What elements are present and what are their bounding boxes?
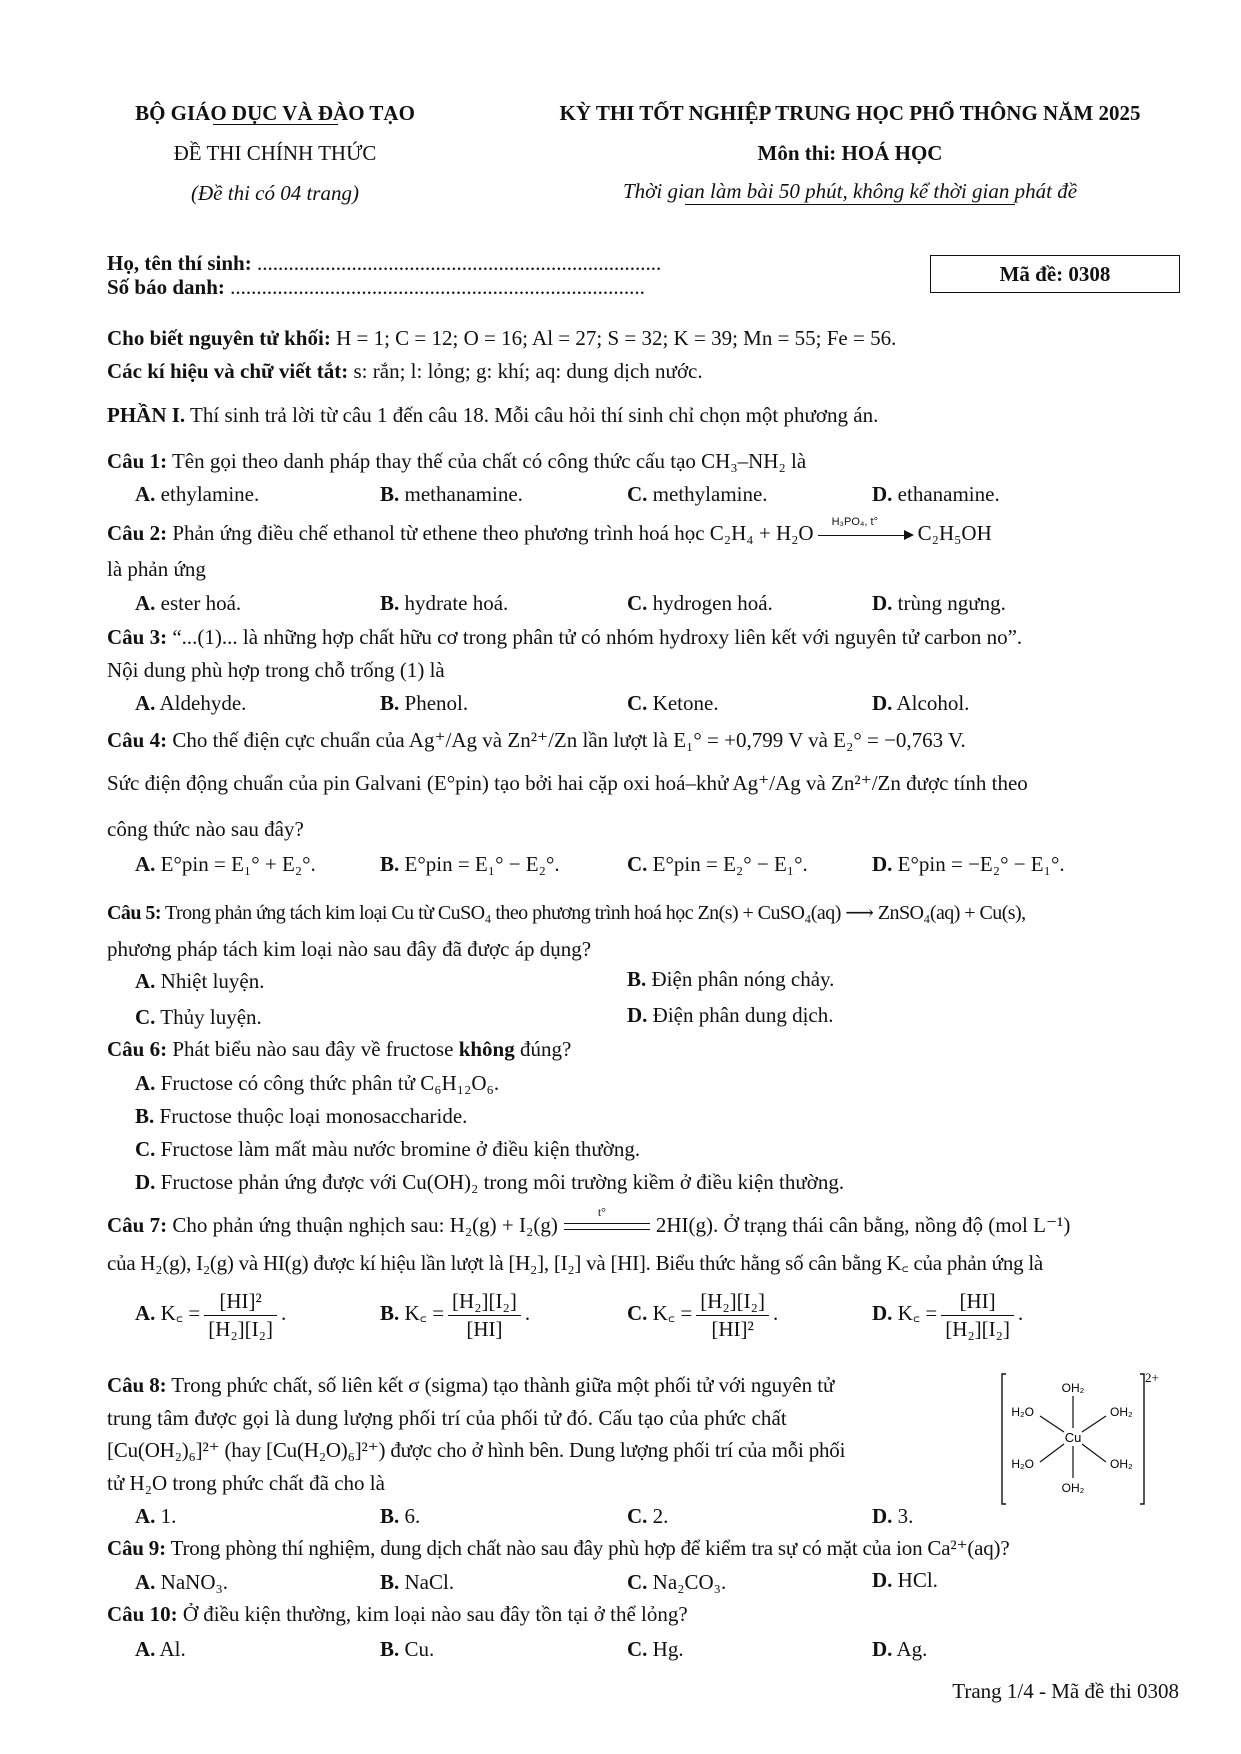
q1-text: Tên gọi theo danh pháp thay thế của chất có công thức cấu tạo CH₃–NH₂ là (171, 449, 807, 473)
q7-text2: của H₂(g), I₂(g) và HI(g) được kí hiệu lần lượt là [H₂], [I₂] và [HI]. Biểu thức hằng số cân bằng K꜀ của phản ứng là (107, 1251, 1043, 1275)
q3-option-c[interactable]: C. Ketone. (627, 691, 719, 715)
question-3 (107, 624, 1191, 651)
q3-text1: “...(1)... là những hợp chất hữu cơ trong phân tử có nhóm hydroxy liên kết với nguyên tử carbon no”. (172, 625, 1023, 649)
subject: Môn thi: HOÁ HỌC (757, 141, 943, 165)
q5-option-c[interactable]: C. Thủy luyện. (135, 1005, 262, 1029)
q3-label: Câu 3: (107, 625, 168, 649)
q6-option-d[interactable]: D. Fructose phản ứng được với Cu(OH)₂ trong môi trường kiềm ở điều kiện thường. (135, 1170, 845, 1194)
ligand-right-bottom: OH₂ (1110, 1457, 1133, 1471)
ligand-top: OH₂ (1061, 1381, 1085, 1395)
part1-label: PHẦN I. (107, 403, 186, 427)
q3-option-a[interactable]: A. Aldehyde. (135, 691, 247, 715)
bond-right-top (1082, 1416, 1106, 1432)
center-atom: Cu (1064, 1430, 1082, 1445)
q9-option-a[interactable]: A. NaNO₃. (135, 1570, 229, 1594)
q9-option-c[interactable]: C. Na₂CO₃. (627, 1570, 727, 1594)
q3-option-b[interactable]: B. Phenol. (380, 691, 469, 715)
bond-right-bottom (1082, 1444, 1106, 1462)
q10-text: Ở điều kiện thường, kim loại nào sau đây tồn tại ở thể lỏng? (182, 1602, 688, 1626)
q8-text2: trung tâm được gọi là dung lượng phối trí của phối tử đó. Cấu tạo của phức chất (107, 1406, 787, 1430)
q7-option-b[interactable]: B. K꜀ = $\frac{\text{[H₂][I₂]}}{[HI]}$ . (380, 1289, 531, 1341)
q6-label: Câu 6: (107, 1037, 168, 1061)
complex-charge: 2+ (1145, 1370, 1159, 1385)
q2-text3: là phản ứng (107, 557, 206, 581)
part1-instruction (107, 402, 1191, 429)
ligand-left-top: H₂O (1011, 1405, 1034, 1419)
q6-text-post: đúng? (514, 1037, 572, 1061)
question-8 (107, 1372, 991, 1399)
q1-option-d[interactable]: D. ethanamine. (872, 482, 1000, 506)
page-footer: Trang 1/4 - Mã đề thi 0308 (952, 1679, 1179, 1703)
question-6 (107, 1036, 1191, 1063)
q6-option-b[interactable]: B. Fructose thuộc loại monosaccharide. (135, 1104, 468, 1128)
q4-text3: công thức nào sau đây? (107, 817, 304, 841)
ligand-bottom: OH₂ (1061, 1481, 1085, 1495)
q6-text-pre: Phát biểu nào sau đây về fructose (172, 1037, 459, 1061)
candidate-name-dots: ............................................................................. (256, 251, 662, 275)
q1-option-a[interactable]: A. ethylamine. (135, 482, 260, 506)
candidate-id-dots: ............................................................................... (230, 275, 645, 299)
cu-complex-diagram (1000, 1370, 1160, 1510)
q8-text1: Trong phức chất, số liên kết σ (sigma) tạo thành giữa một phối tử với nguyên tử (171, 1373, 835, 1397)
q7-option-d[interactable]: D. K꜀ = $\frac{[HI]}{\text{[H₂][I₂]}}$ . (872, 1289, 1024, 1341)
q2-option-b[interactable]: B. hydrate hoá. (380, 591, 509, 615)
time-divider (685, 204, 1015, 205)
candidate-id-label: Số báo danh: (107, 275, 225, 299)
q2-text1: Phản ứng điều chế ethanol từ ethene theo phương trình hoá học C₂H₄ + H₂O (172, 521, 814, 545)
question-5 (107, 901, 1191, 927)
candidate-name-row (107, 250, 661, 277)
ligand-left-bottom: H₂O (1011, 1457, 1034, 1471)
q3-option-d[interactable]: D. Alcohol. (872, 691, 970, 715)
q7-option-c[interactable]: C. K꜀ = $\frac{\text{[H₂][I₂]}}{\text{[HI]²}}$ . (627, 1289, 779, 1341)
q2-option-d[interactable]: D. trùng ngưng. (872, 591, 1006, 615)
q2-option-c[interactable]: C. hydrogen hoá. (627, 591, 773, 615)
q8-text3: [Cu(OH₂)₆]²⁺ (hay [Cu(H₂O)₆]²⁺) được cho ở hình bên. Dung lượng phối trí của mỗi phối (107, 1438, 846, 1462)
question-2 (107, 516, 1191, 547)
bond-left-top (1040, 1416, 1064, 1432)
q8-option-b[interactable]: B. 6. (380, 1504, 421, 1528)
q10-option-c[interactable]: C. Hg. (627, 1637, 684, 1661)
q8-option-c[interactable]: C. 2. (627, 1504, 669, 1528)
atomic-masses (107, 325, 1191, 352)
question-4 (107, 727, 1191, 754)
q7-text1b: 2HI(g). Ở trạng thái cân bằng, nồng độ (mol L⁻¹) (655, 1213, 1071, 1237)
q9-option-b[interactable]: B. NaCl. (380, 1570, 455, 1594)
q5-option-b[interactable]: B. Điện phân nóng chảy. (627, 967, 835, 991)
q6-option-a[interactable]: A. Fructose có công thức phân tử C₆H₁₂O₆. (135, 1071, 500, 1095)
q5-text2: phương pháp tách kim loại nào sau đây đã được áp dụng? (107, 937, 592, 961)
bond-left-bottom (1040, 1444, 1064, 1462)
q4-text1: Cho thế điện cực chuẩn của Ag⁺/Ag và Zn²⁺/Zn lần lượt là E₁° = +0,799 V và E₂° = −0,763 V. (172, 728, 966, 752)
q2-text2: C₂H₅OH (917, 521, 992, 545)
candidate-name-label: Họ, tên thí sinh: (107, 251, 252, 275)
abbrev-label: Các kí hiệu và chữ viết tắt: (107, 359, 349, 383)
q7-label: Câu 7: (107, 1213, 168, 1237)
q5-option-d[interactable]: D. Điện phân dung dịch. (627, 1003, 834, 1027)
exam-code-box: Mã đề: 0308 (930, 255, 1180, 293)
pages-note: (Đề thi có 04 trang) (191, 181, 359, 205)
q4-option-a[interactable]: A. E°pin = E₁° + E₂°. (135, 852, 316, 876)
q4-option-d[interactable]: D. E°pin = −E₂° − E₁°. (872, 852, 1065, 876)
q7-option-a[interactable]: A. K꜀ = $\frac{\text{[HI]²}}{\text{[H₂][I₂]}}$ . (135, 1289, 287, 1341)
question-7 (107, 1205, 1191, 1239)
q6-option-c[interactable]: C. Fructose làm mất màu nước bromine ở điều kiện thường. (135, 1137, 641, 1161)
ligand-right-top: OH₂ (1110, 1405, 1133, 1419)
q5-text1: Trong phản ứng tách kim loại Cu từ CuSO₄ theo phương trình hoá học Zn(s) + CuSO₄(aq) ⟶ ZnSO₄(aq) + Cu(s), (165, 902, 1026, 924)
left-bracket (1002, 1374, 1006, 1504)
exam-title: KỲ THI TỐT NGHIỆP TRUNG HỌC PHỔ THÔNG NĂM 2025 (559, 101, 1141, 125)
q4-text2: Sức điện động chuẩn của pin Galvani (E°pin) tạo bởi hai cặp oxi hoá–khử Ag⁺/Ag và Zn²⁺/Zn được tính theo (107, 771, 1028, 795)
q10-label: Câu 10: (107, 1602, 178, 1626)
q3-text2: Nội dung phù hợp trong chỗ trống (1) là (107, 658, 445, 682)
candidate-id-row (107, 274, 645, 301)
masses-label: Cho biết nguyên tử khối: (107, 326, 331, 350)
q4-option-c[interactable]: C. E°pin = E₂° − E₁°. (627, 852, 808, 876)
question-1 (107, 448, 1191, 475)
q2-option-a[interactable]: A. ester hoá. (135, 591, 242, 615)
ministry-title: BỘ GIÁO DỤC VÀ ĐÀO TẠO (135, 101, 415, 125)
right-bracket (1140, 1374, 1144, 1504)
q9-option-d[interactable]: D. HCl. (872, 1568, 938, 1592)
q6-text-bold: không (458, 1037, 515, 1061)
complex-structure-figure (1000, 1370, 1160, 1510)
q10-option-d[interactable]: D. Ag. (872, 1637, 928, 1661)
q4-label: Câu 4: (107, 728, 168, 752)
q10-option-b[interactable]: B. Cu. (380, 1637, 435, 1661)
abbrev-text: s: rắn; l: lỏng; g: khí; aq: dung dịch nước. (348, 359, 703, 383)
q2-label: Câu 2: (107, 521, 168, 545)
q7-text1a: Cho phản ứng thuận nghịch sau: H₂(g) + I₂(g) (172, 1213, 558, 1237)
q5-label: Câu 5: (107, 902, 161, 924)
q8-text4: tử H₂O trong phức chất đã cho là (107, 1471, 385, 1495)
q1-option-c[interactable]: C. methylamine. (627, 482, 768, 506)
header-divider (213, 124, 338, 125)
question-9 (107, 1535, 1191, 1562)
q4-option-b[interactable]: B. E°pin = E₁° − E₂°. (380, 852, 560, 876)
q9-label: Câu 9: (107, 1536, 166, 1560)
reaction-arrow: H₃PO₄, t° (818, 529, 914, 541)
time-note: Thời gian làm bài 50 phút, không kể thời gian phát đề (622, 179, 1078, 203)
q1-label: Câu 1: (107, 449, 168, 473)
part1-text: Thí sinh trả lời từ câu 1 đến câu 18. Mỗi câu hỏi thí sinh chỉ chọn một phương án. (185, 403, 879, 427)
q8-option-d[interactable]: D. 3. (872, 1504, 914, 1528)
abbreviations (107, 358, 1191, 385)
q1-option-b[interactable]: B. methanamine. (380, 482, 523, 506)
q8-option-a[interactable]: A. 1. (135, 1504, 177, 1528)
q8-label: Câu 8: (107, 1373, 167, 1397)
official-label: ĐỀ THI CHÍNH THỨC (173, 141, 377, 165)
question-10 (107, 1601, 1191, 1628)
q5-option-a[interactable]: A. Nhiệt luyện. (135, 969, 265, 993)
equilibrium-arrow: t° (564, 1219, 650, 1235)
q9-text: Trong phòng thí nghiệm, dung dịch chất nào sau đây phù hợp để kiểm tra sự có mặt của ion Ca²⁺(aq)? (170, 1536, 1010, 1560)
masses-text: H = 1; C = 12; O = 16; Al = 27; S = 32; K = 39; Mn = 55; Fe = 56. (330, 326, 897, 350)
q10-option-a[interactable]: A. Al. (135, 1637, 186, 1661)
